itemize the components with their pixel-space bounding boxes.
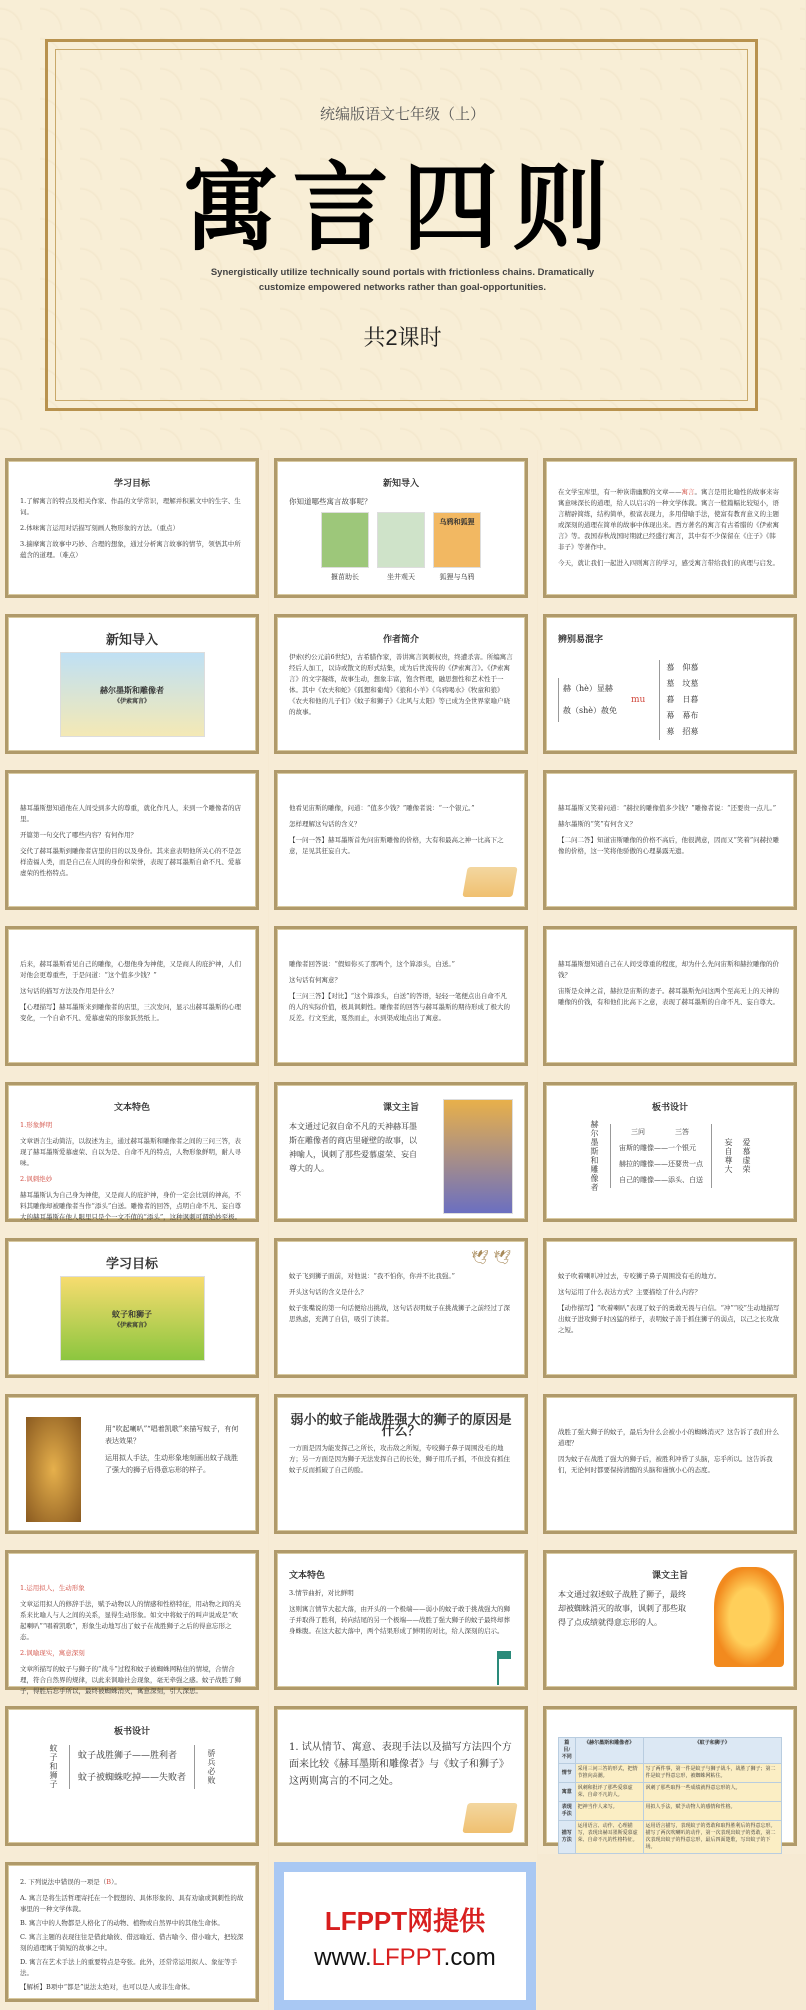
slide-paragraph: 【心理描写】赫耳墨斯来到雕像者的店里，三次发问，显示出赫耳墨斯的心理变化，一个自命不凡、爱慕虚荣的形象跃然纸上。: [20, 1003, 241, 1022]
board-body: [610, 1124, 712, 1188]
slide-paragraph: 【一问一答】赫耳墨斯首先问宙斯雕像的价格，大有和最高之神一比高下之意，足见其狂妄自大。: [289, 836, 504, 855]
story-caption: 揠苗助长: [331, 573, 359, 581]
slide-question: 你知道哪些寓言故事呢？: [289, 497, 372, 506]
slide-cell[interactable]: [538, 1542, 806, 1698]
board-row: 赫拉的雕像——还要贵一点: [619, 1160, 703, 1168]
slide-paragraph: 一方面是因为能发挥己之所长，攻击敌之所短，专咬狮子鼻子周围没毛的地方；另一方面是因为狮子无法发挥自己的长处，狮子用爪子抓，不但没有抓住蚊子反而抓破了自己的脸。: [289, 1444, 510, 1474]
option-line: 【解析】B项中“都是”说法太绝对，也可以是人或非生命体。: [20, 1983, 194, 1991]
slide-title: 学习目标: [113, 479, 150, 489]
desk-lamp-icon: [497, 1651, 511, 1685]
cover-hours: 共2课时: [363, 325, 442, 350]
slide-paragraph: 3.情节曲折，对比鲜明: [289, 1589, 354, 1597]
provider-brand: LFPPT网提供: [324, 1905, 486, 1936]
slide-body: [289, 1271, 513, 1325]
slide-body: [105, 1423, 244, 1476]
slide-cell[interactable]: [0, 606, 268, 762]
table-cell: 表现手法: [559, 1802, 576, 1821]
slide-thumbnail[interactable]: [5, 1394, 259, 1534]
pinyin-mu: mu: [631, 694, 646, 705]
slide-paragraph: 2.讽喻现实，寓意深刻: [20, 1649, 85, 1657]
slide-body: [20, 496, 244, 561]
lion-illustration: [26, 1417, 81, 1522]
slide-paragraph: 2.讽刺绝妙: [20, 1175, 53, 1183]
book-illustration: [462, 867, 517, 897]
slide-title: 学习目标: [105, 1257, 158, 1272]
slide-thumbnail[interactable]: [5, 926, 259, 1066]
slide-body: [289, 1443, 513, 1476]
board-heads: [619, 1124, 703, 1140]
slide-paragraph: 他看见宙斯的雕像，问道：“值多少钱？”雕像者说：“一个银元。”: [289, 804, 475, 812]
slide-cell[interactable]: [0, 1542, 268, 1698]
slide-cell[interactable]: [269, 762, 537, 918]
slide-body: [289, 1120, 423, 1176]
slide-body: [558, 1427, 782, 1476]
image-sublabel: 《伊索寓言》: [113, 1322, 150, 1329]
slide-cell[interactable]: [0, 1074, 268, 1230]
slide-thumbnail[interactable]: [5, 1238, 259, 1378]
board-conclusion: 爱慕虚荣: [742, 1138, 751, 1174]
slide-paragraph: 这则寓言情节大起大落，由开头的一个极端——弱小的蚊子敢于挑战强大的狮子并取得了胜利，转向结尾的另一个极端——战胜了强大狮子的蚊子最终却葬身蛛腹。在这大起大落中，两个结果形成了鲜明的对比，给人深刻的启示。: [289, 1605, 510, 1635]
question-stem: [20, 1877, 244, 1888]
table-cell: 情节: [559, 1764, 576, 1783]
char-item: 慕 仰慕: [666, 663, 699, 672]
slide-thumbnail[interactable]: [274, 614, 528, 754]
slide-paragraph: 开篇第一句交代了哪些内容？有何作用？: [20, 831, 137, 839]
char-item: 幕 幕布: [666, 711, 699, 720]
board-row: 宙斯的雕像——一个银元: [619, 1144, 696, 1152]
slide-cell[interactable]: [538, 606, 806, 762]
slide-cell[interactable]: [269, 450, 537, 606]
cover-english-text: Synergistically utilize technically sound portals with frictionless chains. Dramatically customize empowered networks rather than goal-opportunities.: [210, 267, 595, 293]
slide-paragraph: 文章运用拟人的修辞手法，赋予动物以人的情感和性格特征，用动物之间的关系来比喻人与人之间的关系，显得生动形象。如文中将蚊子的叫声说成是“吹起喇叭”“唱着凯歌”，形象生动地写出了蚊子在战胜狮子之后的得意忘形之态。: [20, 1600, 241, 1641]
story-card: [321, 512, 369, 583]
comparison-table: [558, 1737, 782, 1854]
table-row: [559, 1783, 782, 1802]
board-side-label: 赫尔墨斯和雕像者: [590, 1120, 599, 1192]
board-row: 蚊子被蜘蛛吃掉——失败者: [77, 1772, 186, 1783]
table-cell: 讽刺了那些取得一些成绩就得意忘形的人。: [643, 1783, 781, 1802]
board-head: 三问: [631, 1128, 645, 1136]
slide-paragraph: 赫耳墨斯想知道自己在人间受尊重的程度，却为什么先问宙斯和赫拉雕像的价钱？: [558, 960, 779, 979]
slide-paragraph: 战胜了强大狮子的蚊子，最后为什么会被小小的蜘蛛消灭？这告诉了我们什么道理？: [558, 1428, 779, 1447]
slide-title: 新知导入: [105, 633, 158, 648]
slide-body: [289, 652, 513, 718]
slide-body: [20, 1120, 244, 1223]
board-row: 自己的雕像——添头、白送: [619, 1176, 703, 1184]
story-caption: 坐井观天: [387, 573, 415, 581]
table-header: 《蚊子和狮子》: [643, 1738, 781, 1764]
question-text: 2. 下列说法中错误的一项是（: [20, 1878, 107, 1886]
table-cell: 采用三问三答的形式，把情节推向高潮。: [575, 1764, 643, 1783]
right-group: [659, 660, 698, 740]
slide-thumbnail[interactable]: [274, 1238, 528, 1378]
slide-paragraph: 开头这句话的含义是什么？: [289, 1288, 367, 1296]
story-image: [433, 512, 481, 568]
slide-cell[interactable]: [538, 1230, 806, 1386]
slide-cell[interactable]: [269, 1074, 537, 1230]
board-right: [203, 1749, 219, 1785]
slide-body: [289, 803, 513, 857]
slide-title: 板书设计: [651, 1103, 688, 1113]
slide-thumbnail[interactable]: [5, 770, 259, 910]
slide-title: 课文主旨: [651, 1571, 688, 1581]
table-row: [559, 1764, 782, 1783]
slide-title: 文本特色: [113, 1103, 150, 1113]
board-side-label: 蚊子和狮子: [48, 1744, 58, 1789]
slide-cell[interactable]: [0, 918, 268, 1074]
slide-cell[interactable]: [0, 1698, 268, 1854]
slide-paragraph: 文章所描写的蚊子与狮子的“战斗”过程和蚊子被蜘蛛网粘住的情境，合情合理，符合自然界的规律，以此来讽喻社会现象，毫无牵强之感。蚊子战胜了狮子，得胜后忘乎所以，最终被蜘蛛消灭，寓意深刻，引人深思。: [20, 1665, 241, 1695]
slide-thumbnail[interactable]: [543, 458, 797, 598]
slide-paragraph: 伊索(约公元前6世纪)，古希腊作家，善讲寓言讽刺权贵，终遭杀害。所编寓言经后人加工，以诗或散文的形式结集，成为后世流传的《伊索寓言》。《伊索寓言》的文字凝练，故事生动，想象丰富，饱含哲理，融思想性和艺术性于一体。其中《农夫和蛇》《狐狸和葡萄》《狼和小羊》《乌鸦喝水》《牧童和狼》《农夫和他的儿子们》《蚊子和狮子》《北风与太阳》等已成为全世界家喻户晓的故事。: [289, 653, 513, 716]
slide-cell[interactable]: [0, 1386, 268, 1542]
option-line: D. 寓言在艺术手法上的重要特点是夸张。此外，还常常运用拟人、象征等手法。: [20, 1958, 238, 1977]
image-sublabel: 《伊索寓言》: [113, 698, 150, 705]
slide-body: [558, 487, 782, 569]
board-conclusion: 妄自尊大: [724, 1138, 733, 1174]
slide-cell[interactable]: [269, 1698, 537, 1854]
table-row: [559, 1821, 782, 1854]
slide-body: [20, 959, 244, 1024]
slide-cell[interactable]: [538, 762, 806, 918]
story-card: [433, 512, 481, 583]
slide-paragraph: 文章语言生动简洁，以叙述为主，通过赫耳墨斯和雕像者之间的三问三答，表现了赫耳墨斯爱慕虚荣、自以为是、自命不凡的特点，人物形象鲜明，耐人寻味。: [20, 1137, 241, 1167]
slide-title: 辨别易混字: [558, 635, 604, 645]
provider-slide-inner: [284, 1872, 526, 2000]
slide-thumbnail[interactable]: [543, 1082, 797, 1222]
table-corner: 篇目/不同: [559, 1738, 576, 1764]
table-header: 《赫尔墨斯和雕像者》: [575, 1738, 643, 1764]
provider-slide: [274, 1862, 536, 2010]
image-label: 乌鸦和狐狸: [439, 517, 475, 526]
provider-url: [314, 1944, 495, 1972]
slide-body: [558, 1271, 782, 1336]
slide-title: 作者简介: [382, 635, 419, 645]
char-diagram: [558, 660, 782, 740]
birds-icon: 🕊 🕊: [471, 1250, 511, 1266]
slide-thumbnail[interactable]: [274, 1706, 528, 1846]
intro-text: 寓言: [681, 488, 695, 496]
book-illustration: [462, 1803, 517, 1833]
slide-cell[interactable]: [0, 1230, 268, 1386]
cartoon-lion-illustration: [714, 1567, 784, 1667]
table-cell: 把神当作人来写。: [575, 1802, 643, 1821]
slide-paragraph: 赫尔墨斯的“笑”有何含义？: [558, 820, 637, 828]
slide-paragraph: 后来，赫耳墨斯看见自己的雕像，心想他身为神使，又是商人的庇护神，人们对他会更尊重些，于是问道：“这个值多少钱？”: [20, 960, 241, 979]
slide-paragraph: 赫耳墨斯想知道他在人间受到多大的尊重，就化作凡人，来到一个雕像者的店里。: [20, 804, 241, 823]
slide-title: 新知导入: [382, 479, 419, 489]
slide-thumbnail[interactable]: [5, 1550, 259, 1695]
char-item: 暮 日暮: [666, 695, 699, 704]
slide-cell[interactable]: [0, 762, 268, 918]
image-label: 蚊子和狮子: [112, 1309, 152, 1319]
cover-slide[interactable]: [0, 0, 805, 450]
answer-mark: B: [106, 1878, 112, 1886]
slide-title: 文本特色: [289, 1571, 326, 1581]
slide-cell[interactable]: [269, 1386, 537, 1542]
slide-thumbnail[interactable]: [543, 770, 797, 910]
slide-cell[interactable]: [538, 1386, 806, 1542]
slide-paragraph: 蚊子吹着喇叭冲过去，专咬狮子鼻子周围没有毛的地方。: [558, 1272, 721, 1280]
url-suffix: .com: [443, 1943, 496, 1971]
cover-title: 寓言四则: [182, 151, 623, 264]
board-head: 三答: [675, 1128, 689, 1136]
slide-cell[interactable]: [269, 918, 537, 1074]
slide-cell[interactable]: [269, 1542, 537, 1698]
cover-illustration: [60, 1276, 205, 1361]
slide-paragraph: 交代了赫耳墨斯到雕像者店里的目的以及身份。其来意表明他所关心的不是怎样造福人类，而是自己在人间的身份和荣誉，表现了赫耳墨斯自命不凡、爱慕虚荣的性格特点。: [20, 847, 241, 877]
slide-thumbnail-grid: [0, 450, 805, 2010]
table-cell: 寓意: [559, 1783, 576, 1802]
slide-thumbnail[interactable]: [543, 1238, 797, 1378]
intro-text: 。寓言是用比喻性的故事来寄寓意味深长的道理，给人以启示的一种文学体裁。寓言一般篇幅比较短小，语言精辟简练，结构简单，极富表现力，多用借喻手法，使富有教育意义的主题或深刻的道理在简单的故事中体现出来。西方著名的寓言有古希腊的《伊索寓言》等。我国春秋战国时期就已经盛行寓言，其中有不少保留在《庄子》《韩非子》等著作中。: [558, 488, 779, 551]
slide-paragraph: 1. 试从情节、寓意、表现手法以及描写方法四个方面来比较《赫耳墨斯和雕像者》与《蚊子和狮子》这两则寓言的不同之处。: [289, 1742, 512, 1787]
slide-cell[interactable]: [538, 1074, 806, 1230]
slide-paragraph: 赫耳墨斯认为自己身为神使，又是商人的庇护神，身价一定会比别的神高，不料其雕像却被雕像者当作“添头”白送。雕像者的回答，点明自命不凡、妄自尊大的赫耳墨斯在他人眼里只是个一文不值的“添头”，这种讽刺可谓绝妙至极。: [20, 1191, 242, 1221]
slide-cell[interactable]: [269, 1854, 537, 2010]
board-design: [558, 1120, 782, 1192]
slide-thumbnail[interactable]: [274, 1082, 528, 1222]
slide-body: [289, 1588, 513, 1637]
story-card: [377, 512, 425, 583]
question-text: ）。: [111, 1878, 121, 1886]
slide-paragraph: 2.体味寓言运用对话描写刻画人物形象的方法。（重点）: [20, 524, 179, 532]
slide-cell[interactable]: [538, 450, 806, 606]
slide-body: [20, 1583, 244, 1697]
option-line: B. 寓言中的人物都是人格化了的动物、植物或自然界中的其他生命体。: [20, 1919, 224, 1927]
option-line: A. 寓言是将生活哲理寄托在一个假想的、具体形象的、具有劝谕或讽刺性的故事里的一种文学体裁。: [20, 1894, 244, 1913]
table-cell: 讽刺和批评了那些爱慕虚荣、自命不凡的人。: [575, 1783, 643, 1802]
board-body: [69, 1745, 195, 1789]
cover-illustration: [60, 652, 205, 737]
url-prefix: www.: [314, 1943, 372, 1971]
slide-thumbnail[interactable]: [5, 458, 259, 598]
slide-paragraph: 宙斯是众神之首，赫拉是宙斯的妻子。赫耳墨斯先问这两个至高无上的天神的雕像的价钱，有和他们比高下之意，表现了赫耳墨斯的自命不凡、妄自尊大。: [558, 987, 779, 1006]
image-row: [289, 512, 513, 583]
slide-paragraph: 本文通过记叙自命不凡的天神赫耳墨斯在雕像者的商店里碰壁的故事，以神喻人，讽刺了那些爱慕虚荣、妄自尊大的人。: [289, 1122, 417, 1173]
table-cell: 运用语言、动作、心理描写，表现出赫耳墨斯爱慕虚荣、自命不凡的性格特征。: [575, 1821, 643, 1854]
slide-cell[interactable]: [538, 918, 806, 1074]
slide-thumbnail[interactable]: [5, 1862, 259, 2002]
slide-cell[interactable]: [0, 450, 268, 606]
slide-thumbnail[interactable]: [274, 926, 528, 1066]
board-design: [20, 1744, 244, 1789]
slide-paragraph: 雕像者回答说：“假如你买了那两个，这个算添头，白送。”: [289, 960, 455, 968]
slide-paragraph: 用“吹起喇叭”“唱着凯歌”来描写蚊子，有何表达效果？: [105, 1425, 239, 1445]
slide-body: [20, 1877, 244, 1993]
slide-paragraph: 运用拟人手法，生动形象地刻画出蚊子战胜了强大的狮子后得意忘形的样子。: [105, 1454, 238, 1474]
slide-paragraph: 因为蚊子在战胜了强大的狮子后，被胜利冲昏了头脑，忘乎所以。这告诉我们，无论何时都要保持清醒的头脑和谨慎小心的态度。: [558, 1455, 773, 1474]
slide-paragraph: 【动作描写】“吹着喇叭”表现了蚊子的勇敢无畏与自信。“冲”“咬”生动地描写出蚊子进攻狮子时凶猛的样子，表明蚊子善于抓住狮子的弱点，以己之长攻敌之短。: [558, 1304, 780, 1334]
char-item: 赦（shè）赦免: [563, 706, 617, 715]
slide-body: [558, 803, 782, 857]
slide-paragraph: 这句话的描写方法及作用是什么？: [20, 987, 118, 995]
board-right: [720, 1138, 754, 1174]
slide-thumbnail[interactable]: [543, 1394, 797, 1534]
slide-thumbnail[interactable]: [543, 926, 797, 1066]
story-image: [321, 512, 369, 568]
slide-paragraph: 1.运用拟人，生动形象: [20, 1584, 85, 1592]
char-item: 赫（hè）显赫: [563, 684, 613, 693]
slide-paragraph: 1.形象鲜明: [20, 1121, 53, 1129]
cover-subtitle: 统编版语文七年级（上）: [319, 105, 485, 123]
slide-thumbnail[interactable]: [274, 458, 528, 598]
url-brand: LFPPT: [371, 1943, 444, 1971]
slide-thumbnail[interactable]: [274, 1394, 528, 1534]
table-cell: 写了两件事，第一件是蚊子与狮子战斗，战胜了狮子；第二件是蚊子得意忘形，被蜘蛛网粘住。: [643, 1764, 781, 1783]
slide-paragraph: 怎样理解这句话的含义？: [289, 820, 361, 828]
slide-cell[interactable]: [0, 1854, 268, 2010]
left-group: [558, 678, 617, 722]
story-caption: 狐狸与乌鸦: [439, 573, 475, 581]
slide-body: [558, 959, 782, 1008]
slide-thumbnail[interactable]: [543, 614, 797, 754]
slide-paragraph: 这句话有何寓意？: [289, 976, 341, 984]
slide-thumbnail[interactable]: [5, 1706, 259, 1846]
slide-body: [558, 1588, 692, 1630]
story-image: [377, 512, 425, 568]
slide-paragraph: 蚊子张嘴说的第一句话便给出挑战，这句话表明蚊子在挑战狮子之前经过了深思熟虑，充满了自信，吸引了读者。: [289, 1304, 510, 1323]
slide-thumbnail[interactable]: [543, 1706, 797, 1850]
slide-thumbnail[interactable]: [543, 1550, 797, 1690]
slide-paragraph: 3.揣摩寓言故事中巧妙、合理的想象，通过分析寓言故事的情节，领悟其中所蕴含的道理。（难点）: [20, 540, 241, 559]
slide-thumbnail[interactable]: [274, 770, 528, 910]
slide-title: 弱小的蚊子能战胜强大的狮子的原因是什么？: [290, 1413, 512, 1439]
slide-body: [20, 803, 244, 879]
slide-paragraph: 【二问二答】知道宙斯雕像的价格不高后，他很满意，因而又“笑着”问赫拉雕像的价格，这一笑将他骄傲的心理暴露无遗。: [558, 836, 780, 855]
slide-paragraph: 赫耳墨斯又笑着问道：“赫拉的雕像值多少钱？”雕像者说：“还要贵一点儿。”: [558, 804, 777, 812]
slide-paragraph: 蚊子飞到狮子面前，对他说：“我不怕你，你并不比我强。”: [289, 1272, 455, 1280]
slide-paragraph: 1.了解寓言的特点及相关作家、作品的文学常识，理解并积累文中的生字、生词。: [20, 497, 241, 516]
slide-paragraph: 本文通过叙述蚊子战胜了狮子，最终却被蜘蛛消灭的故事，讽刺了那些取得了点成绩就得意忘形的人。: [558, 1590, 686, 1627]
intro-paragraph: [558, 487, 782, 553]
char-item: 墓 坟墓: [666, 679, 699, 688]
board-conclusion: 骄兵必败: [207, 1748, 216, 1785]
intro-paragraph: 今天，就让我们一起进入四则寓言的学习，感受寓言带给我们的真理与启发。: [558, 559, 779, 567]
slide-title: 课文主旨: [382, 1103, 419, 1113]
slide-title: 板书设计: [113, 1727, 150, 1737]
comic-illustration: [443, 1099, 513, 1214]
slide-paragraph: 这句运用了什么表达方式？主要描绘了什么内容？: [558, 1288, 701, 1296]
image-label: 赫尔墨斯和雕像者: [100, 685, 164, 695]
slide-cell[interactable]: [538, 1698, 806, 1854]
slide-cell[interactable]: [269, 1230, 537, 1386]
table-cell: 运用语言描写，表现蚊子的勇敢和取得胜利后的得意忘形。描写了两次吹喇叭的动作，第一次表现出蚊子的勇敢，第二次表现出蚊子的得意忘形，最后四面楚歌，写出蚊子的下场。: [643, 1821, 781, 1854]
slide-body: [289, 1739, 513, 1790]
slide-body: [289, 959, 513, 1024]
char-item: 募 招募: [666, 727, 699, 736]
option-line: C. 寓言主题的表现往往是借此喻彼、借远喻近、借古喻今、借小喻大，把较深刻的道理寓于简短的故事之中。: [20, 1933, 244, 1952]
table-cell: 描写方法: [559, 1821, 576, 1854]
slide-paragraph: 【三问三答】【对比】“这个算添头，白送”的答语，轻轻一笔便点出自命不凡的人的实际价值，极具讽刺性。雕像者的回答与赫耳墨斯的期待形成了极大的反差。行文至此，戛然而止，水到渠成地点出了寓意。: [289, 992, 510, 1022]
board-row: 蚊子战胜狮子——胜利者: [77, 1750, 177, 1761]
slide-thumbnail[interactable]: [5, 614, 259, 754]
slide-cell[interactable]: [269, 606, 537, 762]
slide-thumbnail[interactable]: [274, 1550, 528, 1690]
table-cell: 用拟人手法，赋予动物人的感情和性格。: [643, 1802, 781, 1821]
intro-text: 在文学宝库里，有一种诙谐幽默的文章——: [558, 488, 682, 496]
table-row: [559, 1802, 782, 1821]
slide-thumbnail[interactable]: [5, 1082, 259, 1222]
